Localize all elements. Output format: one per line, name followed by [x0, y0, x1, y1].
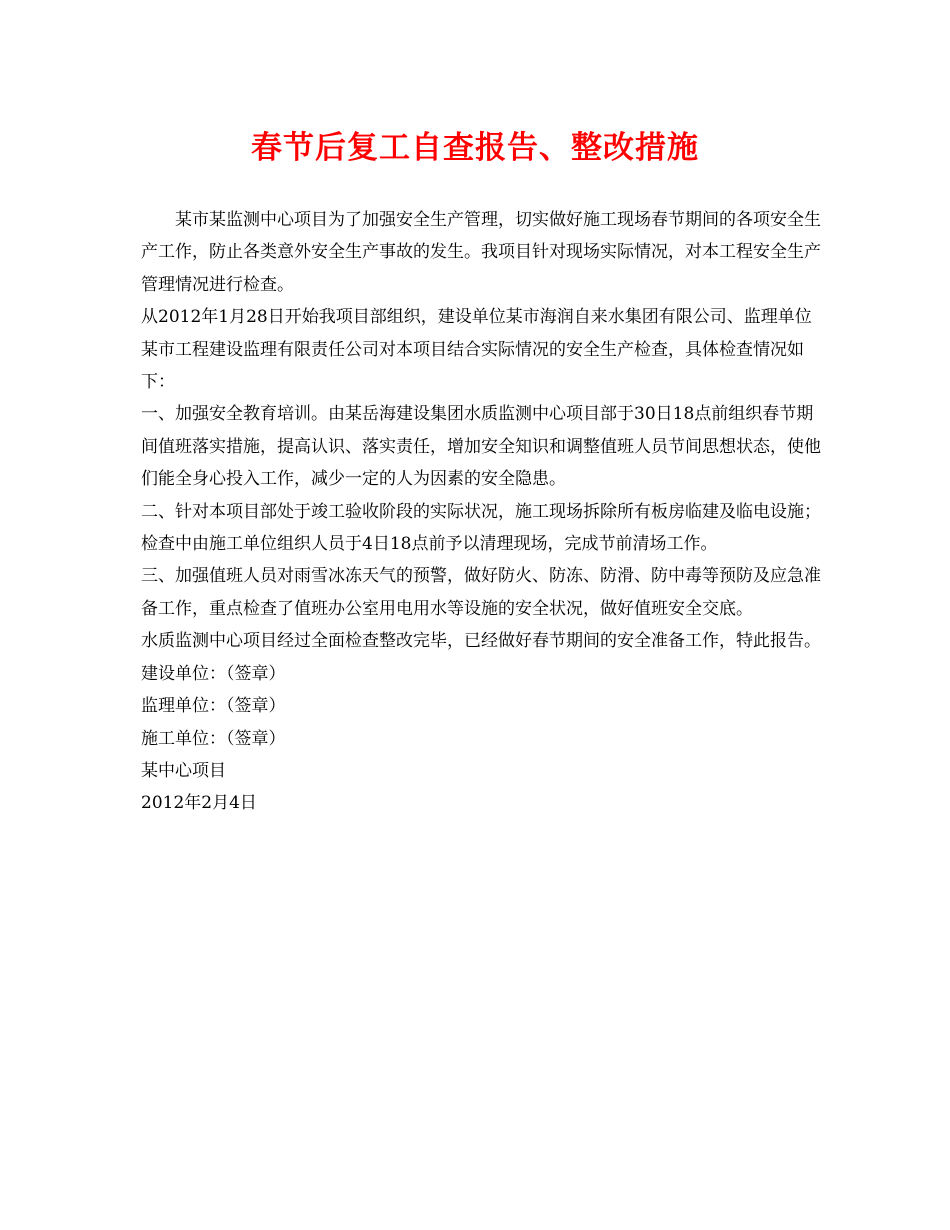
document-title: 春节后复工自查报告、整改措施	[251, 130, 699, 166]
conclusion-paragraph: 水质监测中心项目经过全面检查整改完毕，已经做好春节期间的安全准备工作，特此报告。	[141, 631, 821, 652]
intro-paragraph: 某市某监测中心项目为了加强安全生产管理，切实做好施工现场春节期间的各项安全生产工作，防止各类意外安全生产事故的发生。我项目针对现场实际情况，对本工程安全生产管理情况进行检查。	[141, 210, 821, 295]
item-one-paragraph: 一、加强安全教育培训。由某岳海建设集团水质监测中心项目部于30日18点前组织春节期间值班落实措施，提高认识、落实责任，增加安全知识和调整值班人员节间思想状态，使他们能全身心投入工作，减少一定的人为因素的安全隐患。	[141, 404, 821, 490]
issuer-name: 某中心项目	[141, 760, 226, 781]
document-body	[141, 204, 821, 820]
signature-supervision-unit: 监理单位：（签章）	[141, 696, 286, 717]
signature-contractor-unit: 施工单位：（签章）	[141, 728, 286, 749]
item-two-paragraph: 二、针对本项目部处于竣工验收阶段的实际状况，施工现场拆除所有板房临建及临电设施；检查中由施工单位组织人员于4日18点前予以清理现场，完成节前清场工作。	[141, 501, 821, 555]
item-three-paragraph: 三、加强值班人员对雨雪冰冻天气的预警，做好防火、防冻、防滑、防中毒等预防及应急准备工作，重点检查了值班办公室用电用水等设施的安全状况，做好值班安全交底。	[141, 566, 821, 619]
report-date: 2012年2月4日	[141, 793, 257, 814]
signature-construction-unit: 建设单位：（签章）	[141, 663, 286, 684]
inspection-scope-paragraph: 从2012年1月28日开始我项目部组织，建设单位某市海润自来水集团有限公司、监理单位某市工程建设监理有限责任公司对本项目结合实际情况的安全生产检查，具体检查情况如下：	[141, 307, 812, 393]
